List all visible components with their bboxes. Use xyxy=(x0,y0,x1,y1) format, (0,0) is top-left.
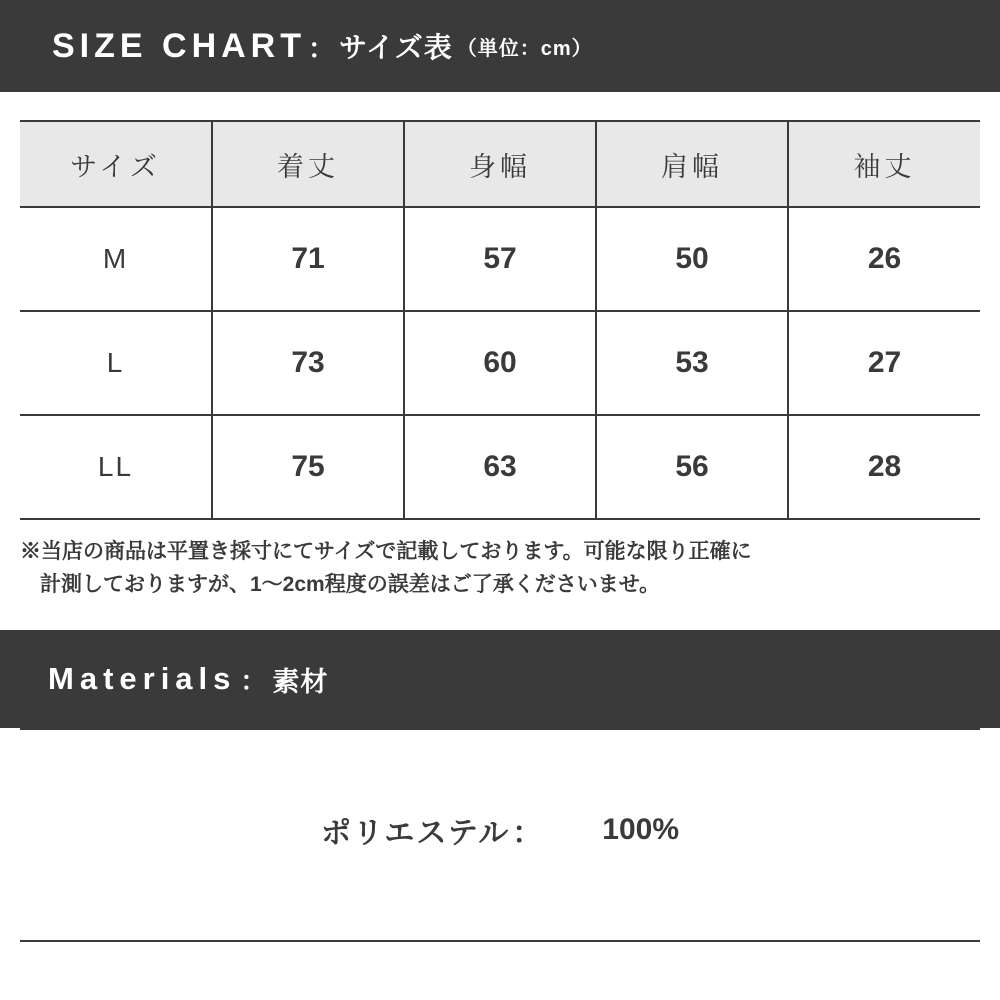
measurement-note xyxy=(0,520,1000,601)
cell-length: 71 xyxy=(212,207,404,311)
size-table-body xyxy=(20,207,980,519)
size-table xyxy=(20,120,980,520)
cell-width: 57 xyxy=(404,207,596,311)
column-header-size: サイズ xyxy=(20,121,212,207)
column-header-length: 着丈 xyxy=(212,121,404,207)
table-header-row xyxy=(20,121,980,207)
material-colon: ： xyxy=(512,817,543,850)
cell-length: 75 xyxy=(212,415,404,519)
list-item xyxy=(0,730,1000,930)
table-row xyxy=(20,415,980,519)
size-chart-title-en: SIZE CHART xyxy=(52,26,306,65)
size-table-head xyxy=(20,121,980,207)
size-chart-title-jp: サイズ表 xyxy=(339,32,453,63)
table-row xyxy=(20,311,980,415)
size-table-wrapper xyxy=(0,92,1000,520)
materials-bottom-divider xyxy=(20,940,980,942)
size-chart-header-band xyxy=(0,0,1000,92)
cell-width: 63 xyxy=(404,415,596,519)
materials-title-en: Materials xyxy=(48,661,237,696)
materials-header-band xyxy=(0,630,1000,728)
note-line-2: 計測しておりますが、1〜2cm程度の誤差はご了承くださいませ。 xyxy=(40,572,661,596)
row-size-label: L xyxy=(20,311,212,415)
cell-sleeve: 28 xyxy=(788,415,980,519)
cell-sleeve: 26 xyxy=(788,207,980,311)
table-row xyxy=(20,207,980,311)
materials-title-colon: ： xyxy=(240,665,267,696)
size-chart-title-colon: ： xyxy=(308,33,335,64)
row-size-label: M xyxy=(20,207,212,311)
cell-shoulder: 56 xyxy=(596,415,788,519)
cell-shoulder: 50 xyxy=(596,207,788,311)
material-percentage: 100% xyxy=(602,813,680,846)
cell-width: 60 xyxy=(404,311,596,415)
cell-shoulder: 53 xyxy=(596,311,788,415)
size-chart-unit-label: （単位：cm） xyxy=(456,37,593,60)
column-header-sleeve: 袖丈 xyxy=(788,121,980,207)
material-name: ポリエステル xyxy=(320,817,511,850)
column-header-width: 身幅 xyxy=(404,121,596,207)
cell-length: 73 xyxy=(212,311,404,415)
row-size-label: LL xyxy=(20,415,212,519)
cell-sleeve: 27 xyxy=(788,311,980,415)
materials-content xyxy=(0,728,1000,930)
note-line-1: ※当店の商品は平置き採寸にてサイズで記載しております。可能な限り正確に xyxy=(20,540,752,563)
column-header-shoulder: 肩幅 xyxy=(596,121,788,207)
materials-title-jp: 素材 xyxy=(272,666,329,697)
